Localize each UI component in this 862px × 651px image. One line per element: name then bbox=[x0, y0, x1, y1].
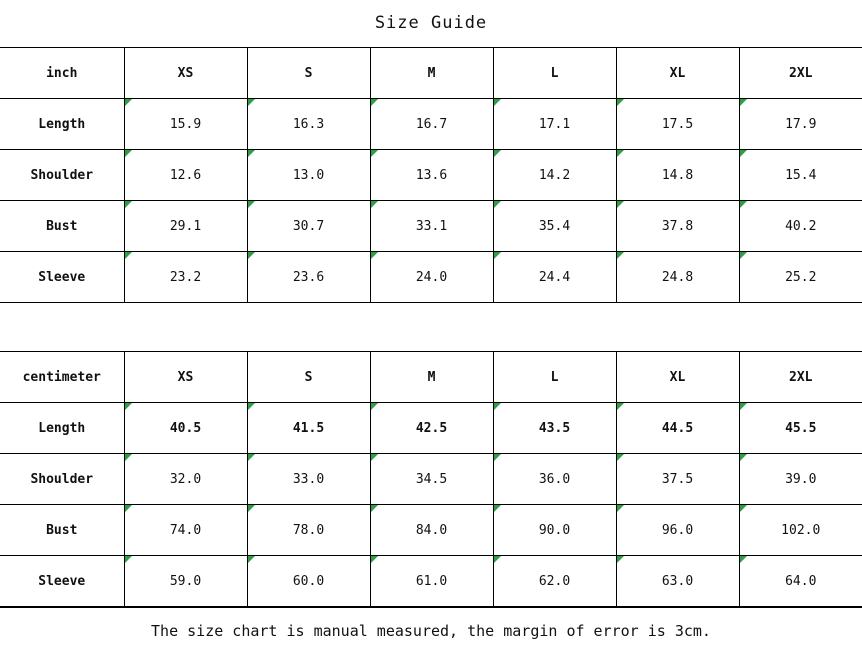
cell-value: 35.4 bbox=[538, 218, 571, 234]
cell-value: 102.0 bbox=[781, 522, 821, 538]
cell-bust-2xl bbox=[739, 505, 862, 556]
size-table-centimeter bbox=[0, 351, 862, 607]
corner-marker-icon bbox=[494, 505, 501, 512]
column-header-xs: XS bbox=[124, 352, 247, 403]
size-table-inch bbox=[0, 47, 862, 303]
cell-value: 63.0 bbox=[661, 573, 694, 589]
cell-value: 96.0 bbox=[661, 522, 694, 538]
column-header-s: S bbox=[247, 352, 370, 403]
cell-sleeve-m bbox=[370, 252, 493, 303]
corner-marker-icon bbox=[125, 150, 132, 157]
cell-shoulder-s bbox=[247, 454, 370, 505]
cell-bust-xl bbox=[616, 505, 739, 556]
corner-marker-icon bbox=[617, 150, 624, 157]
corner-marker-icon bbox=[248, 99, 255, 106]
cell-value: 64.0 bbox=[785, 573, 817, 589]
cell-sleeve-xl bbox=[616, 556, 739, 607]
cell-shoulder-m bbox=[370, 454, 493, 505]
unit-label-centimeter: centimeter bbox=[0, 352, 124, 403]
corner-marker-icon bbox=[248, 505, 255, 512]
cell-sleeve-xs bbox=[124, 252, 247, 303]
cell-value: 23.2 bbox=[169, 269, 202, 285]
table-row bbox=[0, 99, 862, 150]
cell-bust-l bbox=[493, 201, 616, 252]
corner-marker-icon bbox=[617, 454, 624, 461]
corner-marker-icon bbox=[740, 505, 747, 512]
cell-shoulder-m bbox=[370, 150, 493, 201]
corner-marker-icon bbox=[740, 201, 747, 208]
table-header-row bbox=[0, 352, 862, 403]
cell-value: 60.0 bbox=[292, 573, 325, 589]
cell-length-xs bbox=[124, 99, 247, 150]
cell-bust-s bbox=[247, 201, 370, 252]
column-header-xs: XS bbox=[124, 48, 247, 99]
cell-value: 16.3 bbox=[292, 116, 325, 132]
cell-sleeve-m bbox=[370, 556, 493, 607]
row-label-length: Length bbox=[0, 403, 124, 454]
cell-length-2xl bbox=[739, 403, 862, 454]
cell-value: 74.0 bbox=[169, 522, 202, 538]
cell-value: 15.4 bbox=[785, 167, 817, 183]
row-label-sleeve: Sleeve bbox=[0, 556, 124, 607]
corner-marker-icon bbox=[371, 556, 378, 563]
column-header-l: L bbox=[493, 48, 616, 99]
corner-marker-icon bbox=[617, 201, 624, 208]
cell-value: 33.1 bbox=[415, 218, 448, 234]
table-row bbox=[0, 505, 862, 556]
corner-marker-icon bbox=[248, 454, 255, 461]
cell-value: 43.5 bbox=[538, 420, 571, 436]
corner-marker-icon bbox=[740, 99, 747, 106]
corner-marker-icon bbox=[248, 150, 255, 157]
corner-marker-icon bbox=[617, 252, 624, 259]
corner-marker-icon bbox=[494, 201, 501, 208]
cell-sleeve-l bbox=[493, 556, 616, 607]
table-spacer bbox=[0, 303, 862, 351]
cell-value: 14.8 bbox=[661, 167, 694, 183]
cell-length-m bbox=[370, 99, 493, 150]
table-row bbox=[0, 201, 862, 252]
cell-length-xl bbox=[616, 99, 739, 150]
cell-value: 15.9 bbox=[169, 116, 202, 132]
corner-marker-icon bbox=[617, 403, 624, 410]
cell-sleeve-l bbox=[493, 252, 616, 303]
cell-value: 12.6 bbox=[169, 167, 202, 183]
table-header-row bbox=[0, 48, 862, 99]
cell-bust-l bbox=[493, 505, 616, 556]
corner-marker-icon bbox=[740, 556, 747, 563]
corner-marker-icon bbox=[617, 505, 624, 512]
cell-shoulder-l bbox=[493, 150, 616, 201]
row-label-length: Length bbox=[0, 99, 124, 150]
cell-value: 23.6 bbox=[292, 269, 325, 285]
cell-length-s bbox=[247, 403, 370, 454]
corner-marker-icon bbox=[494, 556, 501, 563]
cell-shoulder-l bbox=[493, 454, 616, 505]
cell-value: 84.0 bbox=[415, 522, 448, 538]
cell-value: 30.7 bbox=[292, 218, 325, 234]
column-header-s: S bbox=[247, 48, 370, 99]
cell-sleeve-xs bbox=[124, 556, 247, 607]
cell-bust-2xl bbox=[739, 201, 862, 252]
corner-marker-icon bbox=[248, 201, 255, 208]
corner-marker-icon bbox=[740, 150, 747, 157]
corner-marker-icon bbox=[248, 403, 255, 410]
column-header-xl: XL bbox=[616, 352, 739, 403]
corner-marker-icon bbox=[125, 505, 132, 512]
cell-sleeve-2xl bbox=[739, 252, 862, 303]
corner-marker-icon bbox=[125, 556, 132, 563]
cell-value: 45.5 bbox=[785, 420, 817, 436]
cell-value: 61.0 bbox=[415, 573, 448, 589]
cell-value: 25.2 bbox=[785, 269, 817, 285]
cell-bust-xs bbox=[124, 201, 247, 252]
cell-value: 17.5 bbox=[661, 116, 694, 132]
cell-value: 33.0 bbox=[292, 471, 325, 487]
corner-marker-icon bbox=[617, 99, 624, 106]
cell-length-m bbox=[370, 403, 493, 454]
cell-value: 40.5 bbox=[169, 420, 202, 436]
corner-marker-icon bbox=[740, 403, 747, 410]
cell-value: 16.7 bbox=[415, 116, 448, 132]
column-header-m: M bbox=[370, 352, 493, 403]
corner-marker-icon bbox=[371, 201, 378, 208]
cell-value: 78.0 bbox=[292, 522, 325, 538]
cell-shoulder-s bbox=[247, 150, 370, 201]
corner-marker-icon bbox=[740, 454, 747, 461]
corner-marker-icon bbox=[494, 99, 501, 106]
cell-shoulder-xl bbox=[616, 150, 739, 201]
table-row bbox=[0, 556, 862, 607]
cell-length-xl bbox=[616, 403, 739, 454]
column-header-l: L bbox=[493, 352, 616, 403]
cell-value: 39.0 bbox=[785, 471, 817, 487]
unit-label-inch: inch bbox=[0, 48, 124, 99]
corner-marker-icon bbox=[371, 403, 378, 410]
cell-length-l bbox=[493, 403, 616, 454]
corner-marker-icon bbox=[248, 556, 255, 563]
cell-sleeve-s bbox=[247, 252, 370, 303]
cell-value: 37.8 bbox=[661, 218, 694, 234]
cell-value: 62.0 bbox=[538, 573, 571, 589]
page-title: Size Guide bbox=[374, 13, 488, 33]
corner-marker-icon bbox=[494, 150, 501, 157]
corner-marker-icon bbox=[125, 403, 132, 410]
cell-bust-xl bbox=[616, 201, 739, 252]
column-header-2xl: 2XL bbox=[739, 352, 862, 403]
corner-marker-icon bbox=[494, 252, 501, 259]
row-label-shoulder: Shoulder bbox=[0, 150, 124, 201]
corner-marker-icon bbox=[125, 252, 132, 259]
cell-bust-m bbox=[370, 201, 493, 252]
corner-marker-icon bbox=[494, 403, 501, 410]
cell-value: 13.0 bbox=[292, 167, 325, 183]
row-label-bust: Bust bbox=[0, 201, 124, 252]
cell-value: 14.2 bbox=[538, 167, 571, 183]
footer-note: The size chart is manual measured, the margin of error is 3cm. bbox=[0, 607, 862, 651]
cell-shoulder-xl bbox=[616, 454, 739, 505]
cell-value: 24.0 bbox=[415, 269, 448, 285]
corner-marker-icon bbox=[494, 454, 501, 461]
cell-length-l bbox=[493, 99, 616, 150]
cell-value: 90.0 bbox=[538, 522, 571, 538]
cell-shoulder-xs bbox=[124, 150, 247, 201]
cell-value: 36.0 bbox=[538, 471, 571, 487]
corner-marker-icon bbox=[125, 201, 132, 208]
cell-value: 37.5 bbox=[661, 471, 694, 487]
cell-length-2xl bbox=[739, 99, 862, 150]
table-row bbox=[0, 150, 862, 201]
cell-value: 17.1 bbox=[538, 116, 571, 132]
row-label-shoulder: Shoulder bbox=[0, 454, 124, 505]
cell-value: 59.0 bbox=[169, 573, 202, 589]
cell-shoulder-2xl bbox=[739, 454, 862, 505]
corner-marker-icon bbox=[125, 454, 132, 461]
table-row bbox=[0, 454, 862, 505]
cell-value: 17.9 bbox=[785, 116, 817, 132]
cell-shoulder-xs bbox=[124, 454, 247, 505]
corner-marker-icon bbox=[371, 505, 378, 512]
corner-marker-icon bbox=[371, 150, 378, 157]
corner-marker-icon bbox=[371, 99, 378, 106]
cell-value: 34.5 bbox=[415, 471, 448, 487]
corner-marker-icon bbox=[371, 454, 378, 461]
corner-marker-icon bbox=[617, 556, 624, 563]
corner-marker-icon bbox=[125, 99, 132, 106]
cell-value: 44.5 bbox=[661, 420, 694, 436]
cell-shoulder-2xl bbox=[739, 150, 862, 201]
cell-length-s bbox=[247, 99, 370, 150]
cell-sleeve-xl bbox=[616, 252, 739, 303]
table-row bbox=[0, 252, 862, 303]
row-label-bust: Bust bbox=[0, 505, 124, 556]
row-label-sleeve: Sleeve bbox=[0, 252, 124, 303]
cell-bust-s bbox=[247, 505, 370, 556]
corner-marker-icon bbox=[740, 252, 747, 259]
cell-sleeve-2xl bbox=[739, 556, 862, 607]
cell-value: 32.0 bbox=[169, 471, 202, 487]
cell-length-xs bbox=[124, 403, 247, 454]
cell-value: 24.4 bbox=[538, 269, 571, 285]
column-header-m: M bbox=[370, 48, 493, 99]
cell-value: 41.5 bbox=[292, 420, 325, 436]
corner-marker-icon bbox=[248, 252, 255, 259]
cell-sleeve-s bbox=[247, 556, 370, 607]
table-row bbox=[0, 403, 862, 454]
cell-bust-xs bbox=[124, 505, 247, 556]
cell-value: 40.2 bbox=[785, 218, 817, 234]
cell-value: 24.8 bbox=[661, 269, 694, 285]
cell-value: 42.5 bbox=[415, 420, 448, 436]
column-header-2xl: 2XL bbox=[739, 48, 862, 99]
column-header-xl: XL bbox=[616, 48, 739, 99]
cell-value: 29.1 bbox=[169, 218, 202, 234]
cell-value: 13.6 bbox=[415, 167, 448, 183]
corner-marker-icon bbox=[371, 252, 378, 259]
cell-bust-m bbox=[370, 505, 493, 556]
